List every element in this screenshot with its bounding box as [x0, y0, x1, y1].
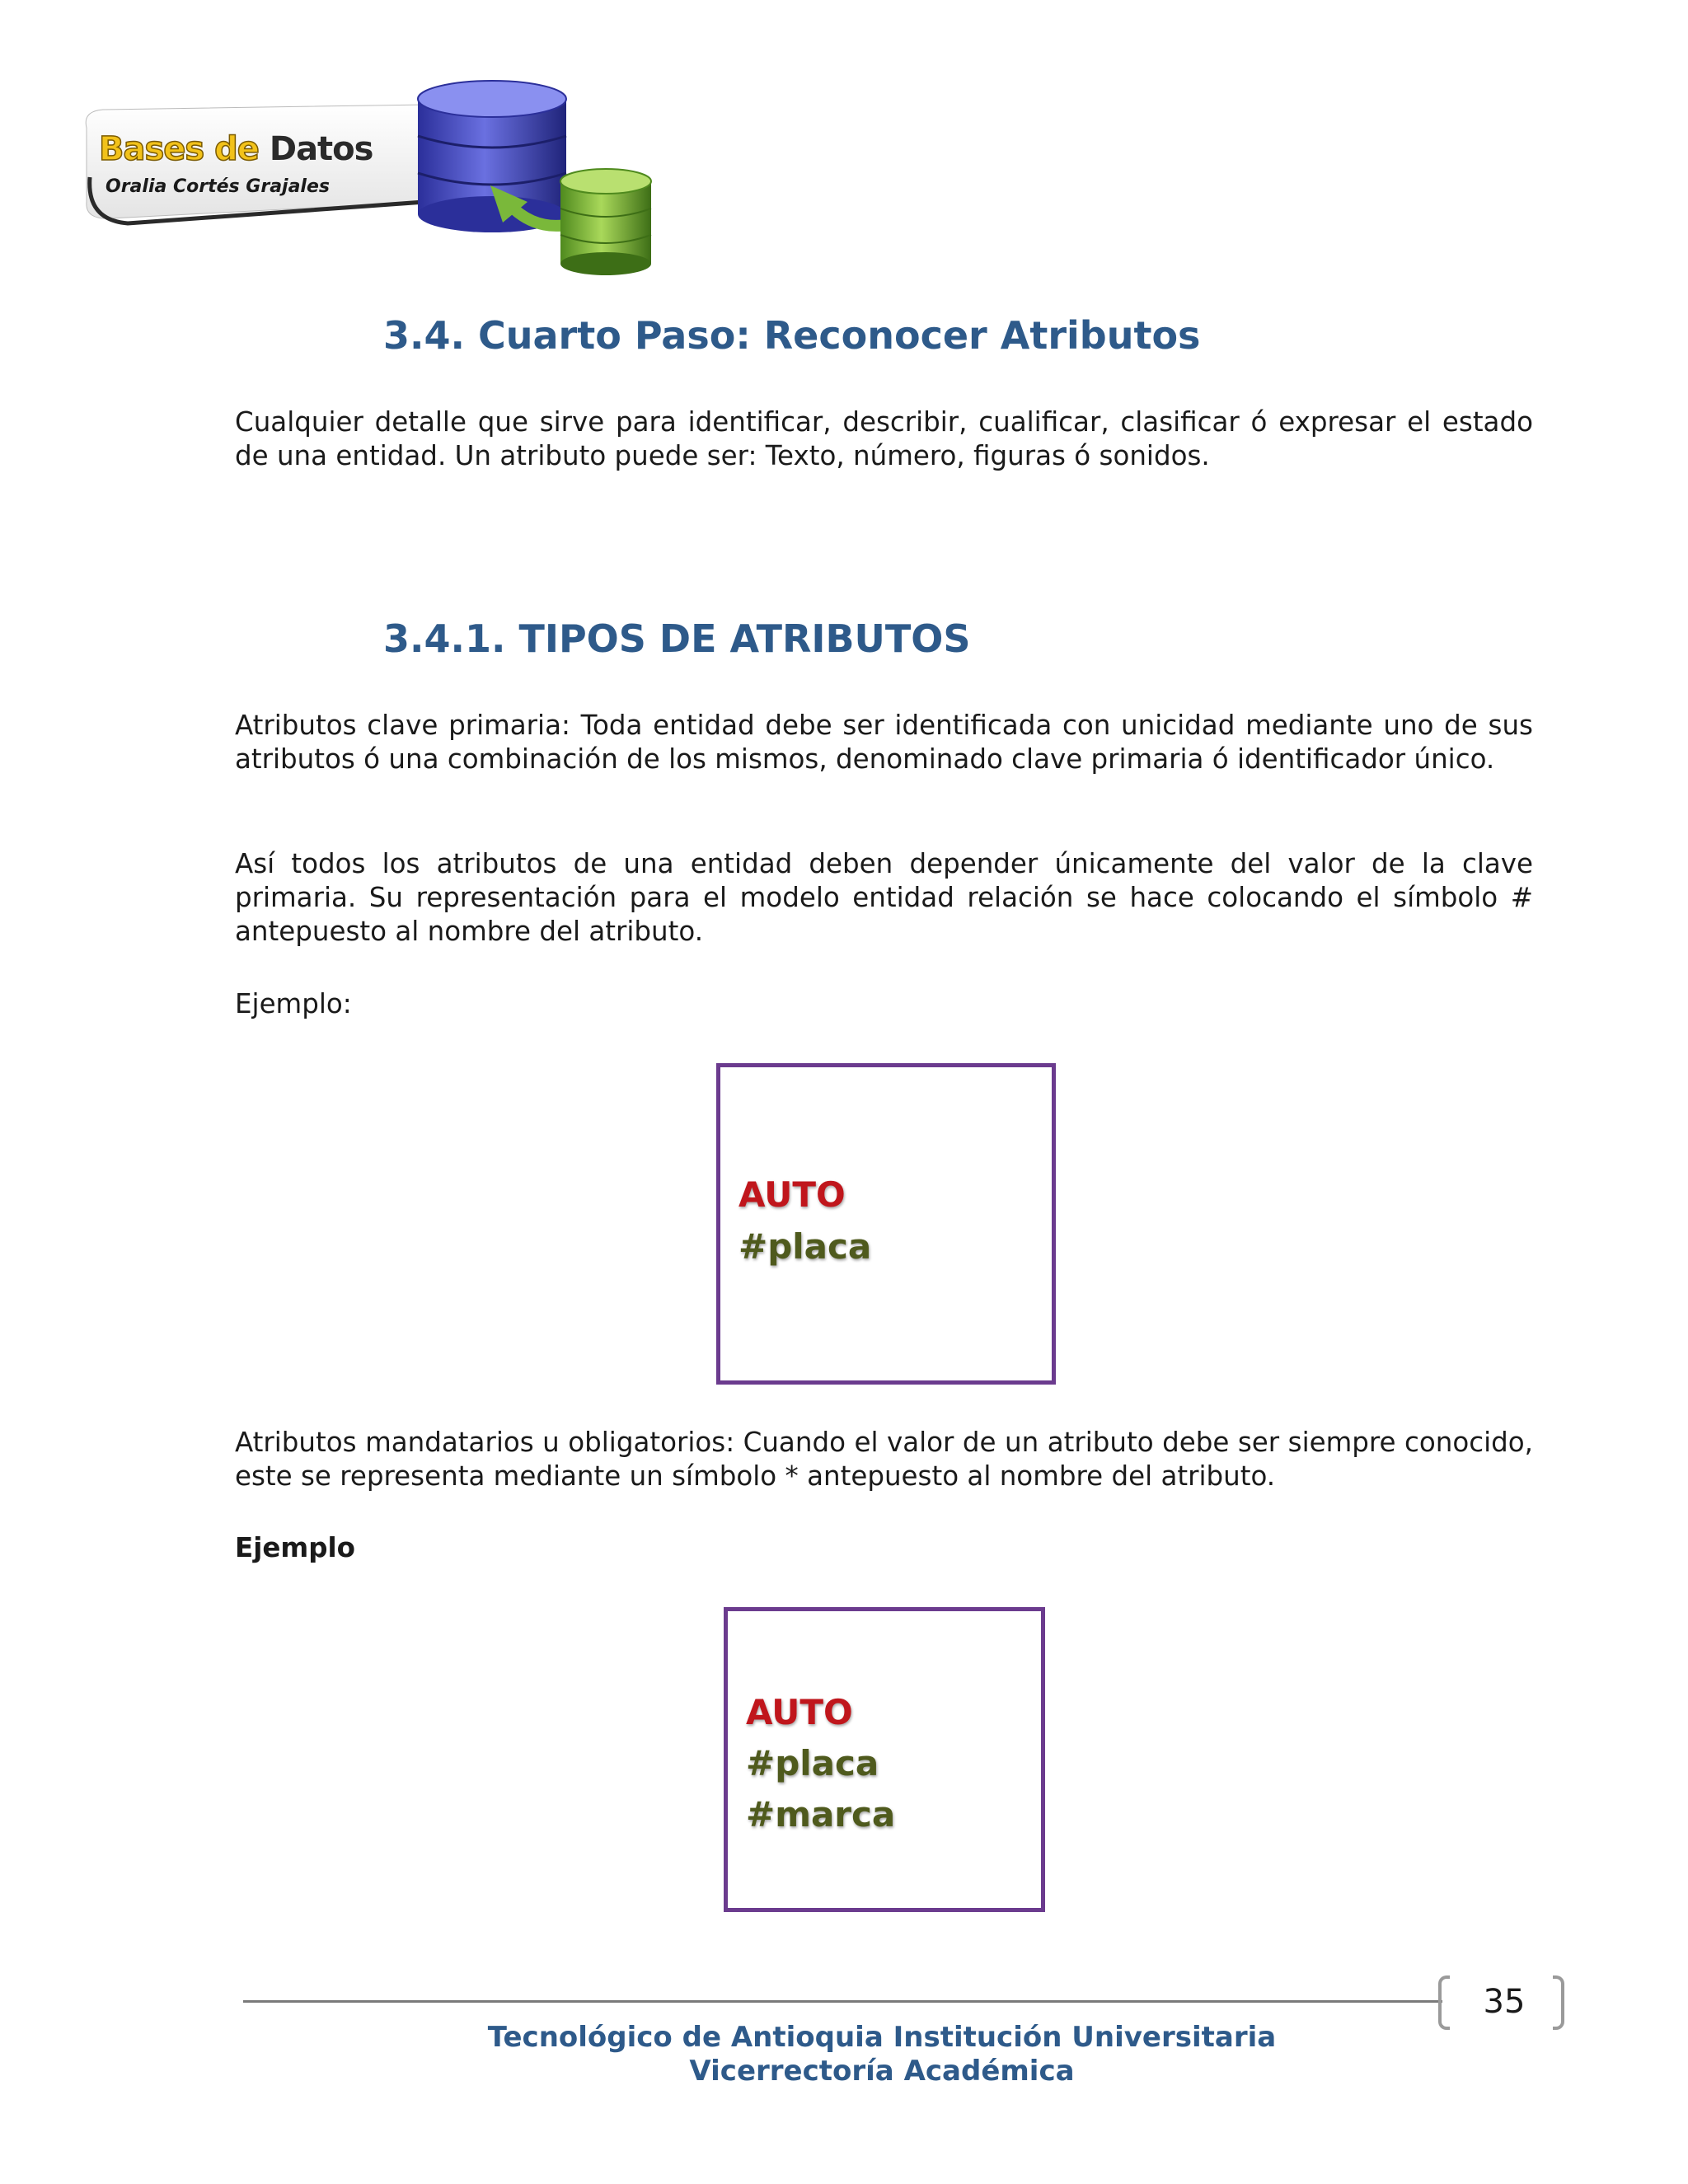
entity-attribute: #marca	[746, 1794, 896, 1835]
intro-paragraph: Cualquier detalle que sirve para identificar, describir, cualificar, clasificar ó expresar el estado de una entidad. Un atributo puede ser: Texto, número, figuras ó sonidos.	[235, 406, 1533, 471]
dependency-paragraph: Así todos los atributos de una entidad deben depender únicamente del valor de la clave primaria. Su representación para el modelo entidad relación se hace colocando el símbolo # antepuesto al nombre del atributo.	[235, 848, 1533, 947]
entity-name: AUTO	[746, 1692, 853, 1732]
page-bracket-right	[1553, 1975, 1564, 2030]
entity-box-auto-2	[724, 1607, 1045, 1912]
logo-author: Oralia Cortés Grajales	[106, 176, 330, 197]
example-label-1: Ejemplo:	[235, 988, 352, 1019]
entity-attribute: #placa	[738, 1226, 872, 1267]
logo-title	[99, 130, 373, 168]
mandatory-paragraph: Atributos mandatarios u obligatorios: Cuando el valor de un atributo debe ser siempre conocido, este se representa mediante un símbolo * antepuesto al nombre del atributo.	[235, 1427, 1533, 1492]
section-heading: 3.4. Cuarto Paso: Reconocer Atributos	[383, 313, 1201, 358]
footer-divider	[243, 2000, 1442, 2003]
page-bracket-left	[1438, 1975, 1450, 2030]
entity-name: AUTO	[738, 1174, 846, 1215]
entity-box-auto-1	[716, 1063, 1056, 1385]
footer-department: Vicerrectoría Académica	[689, 2055, 1075, 2088]
primary-key-paragraph: Atributos clave primaria: Toda entidad debe ser identificada con unicidad mediante uno de sus atributos ó una combinación de los mismos, denominado clave primaria ó identificador único.	[235, 710, 1533, 775]
example-label-2: Ejemplo	[235, 1532, 355, 1563]
entity-attribute: #placa	[746, 1743, 879, 1783]
footer-institution: Tecnológico de Antioquia Institución Universitaria	[487, 2021, 1277, 2054]
subsection-heading: 3.4.1. TIPOS DE ATRIBUTOS	[383, 616, 971, 661]
logo-title-part1: Bases de	[99, 130, 259, 168]
page-number: 35	[1483, 1983, 1526, 2021]
logo-title-part2: Datos	[269, 130, 373, 168]
